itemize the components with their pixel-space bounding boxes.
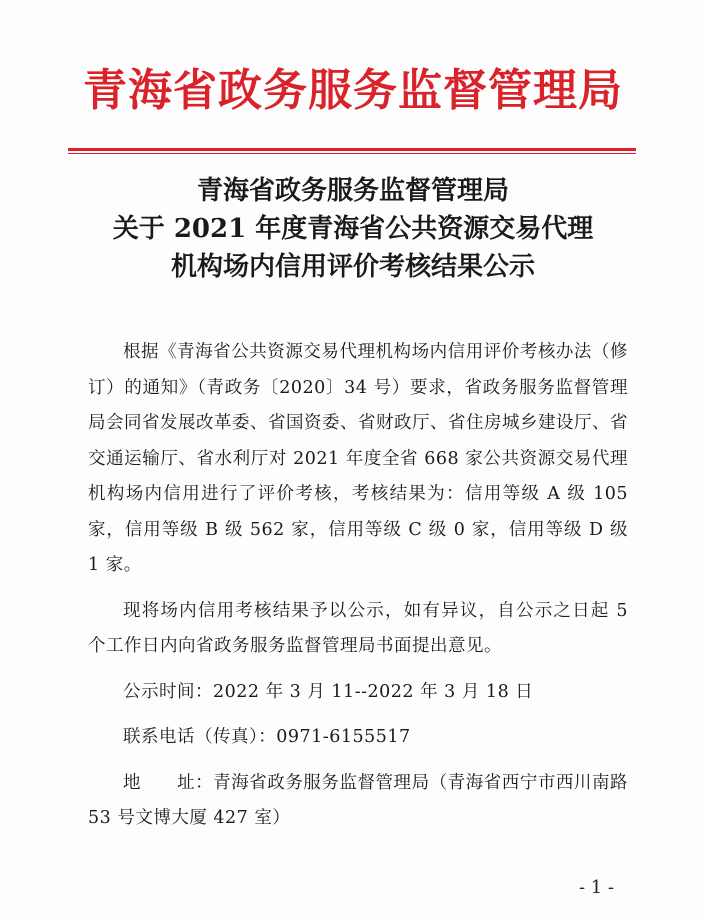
letterhead-red-rule xyxy=(68,148,636,151)
letterhead-org-name: 青海省政务服务监督管理局 xyxy=(83,65,623,116)
title-line-2: 关于 2021 年度青海省公共资源交易代理 xyxy=(112,214,594,244)
title-line-3: 机构场内信用评价考核结果公示 xyxy=(170,252,535,282)
document-title xyxy=(0,172,706,286)
page-number: - 1 - xyxy=(578,877,614,898)
letterhead-red-rule-thin xyxy=(68,153,636,154)
title-line-1: 青海省政务服务监督管理局 xyxy=(196,176,509,206)
address: 地 址：青海省政务服务监督管理局（青海省西宁市西川南路 53 号文博大厦 427 室） xyxy=(88,772,628,828)
notice-time: 公示时间：2022 年 3 月 11--2022 年 3 月 18 日 xyxy=(123,681,534,702)
document-body xyxy=(88,335,628,847)
contact-phone: 联系电话（传真）：0971-6155517 xyxy=(123,727,411,747)
body-paragraph-2: 现将场内信用考核结果予以公示，如有异议，自公示之日起 5 个工作日内向省政务服务监督管理局书面提出意见。 xyxy=(88,600,628,656)
body-paragraph-1: 根据《青海省公共资源交易代理机构场内信用评价考核办法（修订）的通知》（青政务〔2020〕34 号）要求，省政务服务监督管理局会同省发展改革委、省国资委、省财政厅、省住房城乡建设厅、省交通运输厅、省水利厅对 2021 年度全省 668 家公共资源交易代理机构场内信用进行了评价考核，考核结果为：信用等级 A 级 105 家，信用等级 B 级 562 家，信用等级 C 级 0 家，信用等级 D 级 1 家。 xyxy=(88,342,628,575)
